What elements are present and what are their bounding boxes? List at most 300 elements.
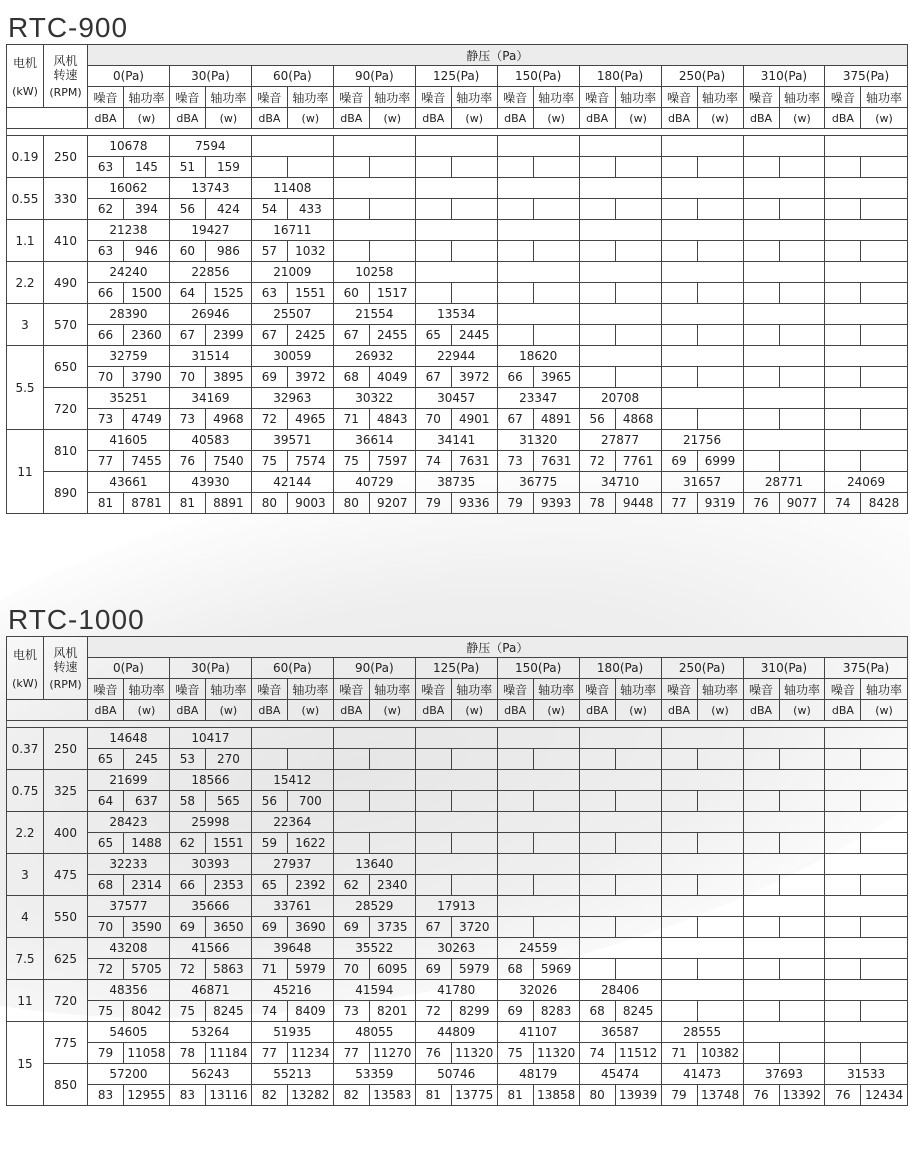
empty-cell [497, 136, 579, 157]
empty-cell [825, 325, 861, 346]
empty-cell [615, 875, 661, 896]
table-row [7, 959, 908, 980]
noise-cell: 66 [497, 367, 533, 388]
power-header: 轴功率 [287, 87, 333, 108]
table-row [7, 178, 908, 199]
empty-cell [825, 136, 907, 157]
airflow-cell: 34141 [415, 430, 497, 451]
empty-cell [825, 346, 907, 367]
empty-cell [743, 388, 825, 409]
noise-header: 噪音 [169, 679, 205, 700]
power-unit: (w) [369, 108, 415, 129]
empty-cell [825, 770, 907, 791]
noise-cell: 76 [825, 1085, 861, 1106]
power-cell: 8283 [533, 1001, 579, 1022]
pressure-column-header: 250(Pa) [661, 658, 743, 679]
noise-cell: 56 [251, 791, 287, 812]
airflow-cell: 36775 [497, 472, 579, 493]
empty-cell [579, 728, 661, 749]
pressure-column-header: 30(Pa) [169, 658, 251, 679]
power-cell: 11270 [369, 1043, 415, 1064]
empty-cell [779, 917, 825, 938]
airflow-cell: 7594 [169, 136, 251, 157]
empty-cell [579, 304, 661, 325]
table-row [7, 833, 908, 854]
power-cell: 1622 [287, 833, 333, 854]
noise-unit: dBA [497, 108, 533, 129]
noise-unit: dBA [743, 108, 779, 129]
empty-cell [861, 875, 907, 896]
empty-cell [579, 157, 615, 178]
empty-cell [615, 959, 661, 980]
power-cell: 245 [124, 749, 170, 770]
motor-power-cell: 0.75 [7, 770, 44, 812]
airflow-cell: 37693 [743, 1064, 825, 1085]
power-header: 轴功率 [615, 679, 661, 700]
empty-cell [497, 157, 533, 178]
noise-cell: 80 [333, 493, 369, 514]
noise-header: 噪音 [661, 679, 697, 700]
empty-cell [861, 1001, 907, 1022]
empty-cell [579, 325, 615, 346]
airflow-cell: 41605 [88, 430, 170, 451]
airflow-cell: 34710 [579, 472, 661, 493]
airflow-cell: 10678 [88, 136, 170, 157]
table-row [7, 938, 908, 959]
noise-cell: 63 [251, 283, 287, 304]
power-cell: 5705 [124, 959, 170, 980]
power-cell: 9393 [533, 493, 579, 514]
power-header: 轴功率 [124, 679, 170, 700]
power-cell: 9077 [779, 493, 825, 514]
power-cell: 2392 [287, 875, 333, 896]
empty-cell [743, 875, 779, 896]
power-unit: (w) [369, 700, 415, 721]
power-cell: 433 [287, 199, 333, 220]
empty-cell [779, 1043, 825, 1064]
empty-cell [369, 199, 415, 220]
empty-cell [451, 199, 497, 220]
table-row [7, 241, 908, 262]
noise-cell: 72 [415, 1001, 451, 1022]
airflow-cell: 24240 [88, 262, 170, 283]
airflow-cell: 13534 [415, 304, 497, 325]
noise-cell: 69 [415, 959, 451, 980]
table-row [7, 283, 908, 304]
power-header: 轴功率 [779, 679, 825, 700]
fan-speed-header [44, 45, 88, 108]
airflow-cell: 21009 [251, 262, 333, 283]
airflow-cell: 57200 [88, 1064, 170, 1085]
power-cell: 13775 [451, 1085, 497, 1106]
table-row [7, 812, 908, 833]
noise-cell: 69 [251, 367, 287, 388]
power-cell: 9448 [615, 493, 661, 514]
power-cell: 3972 [287, 367, 333, 388]
empty-cell [415, 728, 497, 749]
spacer-row [7, 721, 908, 728]
noise-cell: 70 [333, 959, 369, 980]
noise-header: 噪音 [825, 87, 861, 108]
empty-cell [697, 749, 743, 770]
table-row [7, 451, 908, 472]
table-row [7, 1043, 908, 1064]
pressure-column-header: 90(Pa) [333, 66, 415, 87]
performance-table [6, 44, 908, 514]
empty-cell [825, 791, 861, 812]
airflow-cell: 20708 [579, 388, 661, 409]
pressure-column-header: 90(Pa) [333, 658, 415, 679]
fan-speed-cell: 720 [44, 388, 88, 430]
table-row [7, 136, 908, 157]
noise-cell: 68 [579, 1001, 615, 1022]
empty-cell [825, 409, 861, 430]
empty-cell [615, 833, 661, 854]
power-unit: (w) [287, 700, 333, 721]
empty-cell [333, 770, 415, 791]
empty-cell [615, 157, 661, 178]
motor-label: 电机 [12, 648, 37, 662]
fan-speed-cell: 250 [44, 136, 88, 178]
empty-cell [697, 409, 743, 430]
noise-cell: 66 [88, 325, 124, 346]
empty-cell [615, 367, 661, 388]
pressure-column-header: 0(Pa) [88, 66, 170, 87]
noise-cell: 69 [497, 1001, 533, 1022]
noise-cell: 69 [333, 917, 369, 938]
power-header: 轴功率 [451, 679, 497, 700]
noise-cell: 77 [333, 1043, 369, 1064]
empty-cell [579, 812, 661, 833]
power-header: 轴功率 [205, 679, 251, 700]
empty-cell [497, 854, 579, 875]
power-cell: 2353 [205, 875, 251, 896]
noise-cell: 79 [497, 493, 533, 514]
performance-table [6, 636, 908, 1106]
power-cell: 12955 [124, 1085, 170, 1106]
airflow-cell: 21756 [661, 430, 743, 451]
power-cell: 1517 [369, 283, 415, 304]
table-title: RTC-1000 [8, 604, 145, 635]
empty-cell [661, 325, 697, 346]
power-cell: 8245 [615, 1001, 661, 1022]
table-row [7, 1022, 908, 1043]
empty-cell [825, 262, 907, 283]
airflow-cell: 28390 [88, 304, 170, 325]
power-cell: 2399 [205, 325, 251, 346]
empty-cell [451, 833, 497, 854]
noise-cell: 65 [88, 749, 124, 770]
empty-cell [743, 325, 779, 346]
airflow-cell: 31320 [497, 430, 579, 451]
empty-cell [615, 325, 661, 346]
motor-label: 电机 [12, 56, 37, 70]
pressure-column-header: 125(Pa) [415, 66, 497, 87]
power-cell: 4843 [369, 409, 415, 430]
power-cell: 270 [205, 749, 251, 770]
noise-cell: 60 [333, 283, 369, 304]
empty-cell [743, 980, 825, 1001]
noise-cell: 76 [743, 1085, 779, 1106]
empty-cell [661, 896, 743, 917]
noise-cell: 74 [251, 1001, 287, 1022]
empty-cell [333, 157, 369, 178]
airflow-cell: 41566 [169, 938, 251, 959]
airflow-cell: 25507 [251, 304, 333, 325]
power-header: 轴功率 [369, 679, 415, 700]
power-cell: 2340 [369, 875, 415, 896]
airflow-cell: 26946 [169, 304, 251, 325]
empty-cell [825, 451, 861, 472]
noise-unit: dBA [743, 700, 779, 721]
table-row [7, 854, 908, 875]
noise-cell: 70 [88, 917, 124, 938]
noise-cell: 73 [169, 409, 205, 430]
empty-cell [825, 1022, 907, 1043]
airflow-cell: 53359 [333, 1064, 415, 1085]
empty-cell [825, 283, 861, 304]
airflow-cell: 34169 [169, 388, 251, 409]
table-row [7, 304, 908, 325]
table-row [7, 472, 908, 493]
airflow-cell: 31657 [661, 472, 743, 493]
empty-cell [661, 959, 697, 980]
fan-label: 风机 转速 [53, 53, 78, 82]
airflow-cell: 24069 [825, 472, 907, 493]
table-row [7, 157, 908, 178]
empty-cell [661, 241, 697, 262]
noise-header: 噪音 [661, 87, 697, 108]
pressure-column-header: 375(Pa) [825, 66, 907, 87]
airflow-cell: 28406 [579, 980, 661, 1001]
power-cell: 4049 [369, 367, 415, 388]
empty-cell [451, 791, 497, 812]
power-cell: 9319 [697, 493, 743, 514]
empty-cell [743, 409, 779, 430]
empty-cell [825, 812, 907, 833]
airflow-cell: 25998 [169, 812, 251, 833]
empty-cell [861, 157, 907, 178]
empty-cell [825, 1001, 861, 1022]
empty-cell [579, 367, 615, 388]
table-row [7, 980, 908, 1001]
power-cell: 11320 [533, 1043, 579, 1064]
power-unit: (w) [697, 700, 743, 721]
empty-cell [497, 896, 579, 917]
fan-speed-cell: 625 [44, 938, 88, 980]
airflow-cell: 40729 [333, 472, 415, 493]
noise-cell: 67 [497, 409, 533, 430]
motor-power-cell: 3 [7, 304, 44, 346]
empty-cell [497, 178, 579, 199]
empty-cell [533, 199, 579, 220]
fan-speed-cell: 250 [44, 728, 88, 770]
spacer-row [7, 129, 908, 136]
empty-cell [661, 728, 743, 749]
power-unit: (w) [205, 700, 251, 721]
noise-unit: dBA [88, 108, 124, 129]
motor-power-cell: 15 [7, 1022, 44, 1106]
fan-speed-cell: 850 [44, 1064, 88, 1106]
power-cell: 8891 [205, 493, 251, 514]
noise-cell: 73 [497, 451, 533, 472]
noise-cell: 71 [251, 959, 287, 980]
noise-cell: 75 [169, 1001, 205, 1022]
noise-cell: 62 [88, 199, 124, 220]
power-cell: 10382 [697, 1043, 743, 1064]
airflow-cell: 11408 [251, 178, 333, 199]
airflow-cell: 41594 [333, 980, 415, 1001]
table-row [7, 1085, 908, 1106]
static-pressure-header: 静压（Pa） [88, 45, 908, 66]
power-cell: 637 [124, 791, 170, 812]
noise-cell: 81 [88, 493, 124, 514]
empty-cell [415, 262, 497, 283]
noise-cell: 71 [661, 1043, 697, 1064]
noise-cell: 67 [415, 917, 451, 938]
table-row [7, 1064, 908, 1085]
power-cell: 2455 [369, 325, 415, 346]
noise-cell: 75 [497, 1043, 533, 1064]
airflow-cell: 36614 [333, 430, 415, 451]
noise-cell: 51 [169, 157, 205, 178]
airflow-cell: 27877 [579, 430, 661, 451]
pressure-column-header: 180(Pa) [579, 66, 661, 87]
airflow-cell: 45474 [579, 1064, 661, 1085]
empty-cell [825, 749, 861, 770]
empty-cell [579, 178, 661, 199]
airflow-cell: 39648 [251, 938, 333, 959]
empty-cell [333, 178, 415, 199]
empty-cell [579, 346, 661, 367]
airflow-cell: 31533 [825, 1064, 907, 1085]
empty-cell [743, 430, 825, 451]
empty-cell [251, 749, 287, 770]
empty-cell [743, 791, 779, 812]
rtc-1000-section [6, 604, 906, 1106]
power-cell: 1551 [205, 833, 251, 854]
noise-cell: 73 [333, 1001, 369, 1022]
empty-cell [697, 833, 743, 854]
empty-cell [415, 178, 497, 199]
empty-cell [661, 812, 743, 833]
fan-speed-cell: 410 [44, 220, 88, 262]
motor-power-cell: 3 [7, 854, 44, 896]
airflow-cell: 44809 [415, 1022, 497, 1043]
empty-cell [825, 875, 861, 896]
empty-cell [369, 157, 415, 178]
empty-cell [661, 262, 743, 283]
empty-cell [861, 1043, 907, 1064]
empty-cell [743, 896, 825, 917]
noise-cell: 74 [825, 493, 861, 514]
empty-cell [661, 875, 697, 896]
noise-cell: 81 [415, 1085, 451, 1106]
airflow-cell: 41107 [497, 1022, 579, 1043]
empty-cell [825, 728, 907, 749]
empty-cell [743, 199, 779, 220]
power-cell: 4891 [533, 409, 579, 430]
motor-power-cell: 4 [7, 896, 44, 938]
power-cell: 3965 [533, 367, 579, 388]
power-header: 轴功率 [779, 87, 825, 108]
empty-cell [661, 346, 743, 367]
airflow-cell: 48055 [333, 1022, 415, 1043]
airflow-cell: 55213 [251, 1064, 333, 1085]
empty-cell [779, 367, 825, 388]
empty-cell [333, 749, 369, 770]
empty-cell [743, 283, 779, 304]
airflow-cell: 54605 [88, 1022, 170, 1043]
airflow-cell: 21699 [88, 770, 170, 791]
power-cell: 2314 [124, 875, 170, 896]
power-cell: 8409 [287, 1001, 333, 1022]
power-cell: 13583 [369, 1085, 415, 1106]
power-cell: 4749 [124, 409, 170, 430]
motor-power-cell: 2.2 [7, 262, 44, 304]
empty-cell [579, 875, 615, 896]
power-cell: 1032 [287, 241, 333, 262]
noise-unit: dBA [579, 700, 615, 721]
airflow-cell: 53264 [169, 1022, 251, 1043]
motor-power-cell: 0.37 [7, 728, 44, 770]
noise-unit: dBA [333, 700, 369, 721]
power-header: 轴功率 [533, 679, 579, 700]
power-cell: 7761 [615, 451, 661, 472]
noise-cell: 80 [579, 1085, 615, 1106]
fan-speed-header [44, 637, 88, 700]
noise-cell: 69 [169, 917, 205, 938]
noise-cell: 72 [251, 409, 287, 430]
empty-cell [415, 157, 451, 178]
power-cell: 565 [205, 791, 251, 812]
power-header: 轴功率 [861, 679, 907, 700]
empty-cell [497, 325, 533, 346]
airflow-cell: 21238 [88, 220, 170, 241]
airflow-cell: 18620 [497, 346, 579, 367]
noise-cell: 65 [415, 325, 451, 346]
empty-cell [825, 1043, 861, 1064]
motor-power-cell: 0.55 [7, 178, 44, 220]
airflow-cell: 51935 [251, 1022, 333, 1043]
power-cell: 8201 [369, 1001, 415, 1022]
airflow-cell: 38735 [415, 472, 497, 493]
power-header: 轴功率 [533, 87, 579, 108]
power-cell: 13939 [615, 1085, 661, 1106]
empty-cell [661, 409, 697, 430]
table-row [7, 430, 908, 451]
airflow-cell: 30059 [251, 346, 333, 367]
power-unit: (w) [205, 108, 251, 129]
empty-cell [333, 728, 415, 749]
airflow-cell: 35666 [169, 896, 251, 917]
airflow-cell: 30263 [415, 938, 497, 959]
power-cell: 9336 [451, 493, 497, 514]
empty-cell [497, 875, 533, 896]
fan-unit: (RPM) [49, 677, 82, 691]
noise-cell: 68 [497, 959, 533, 980]
airflow-cell: 16711 [251, 220, 333, 241]
empty-cell [333, 812, 415, 833]
noise-cell: 67 [333, 325, 369, 346]
airflow-cell: 32026 [497, 980, 579, 1001]
empty-cell [697, 791, 743, 812]
airflow-cell: 50746 [415, 1064, 497, 1085]
power-cell: 8428 [861, 493, 907, 514]
power-cell: 2360 [124, 325, 170, 346]
table-row [7, 409, 908, 430]
power-cell: 1525 [205, 283, 251, 304]
